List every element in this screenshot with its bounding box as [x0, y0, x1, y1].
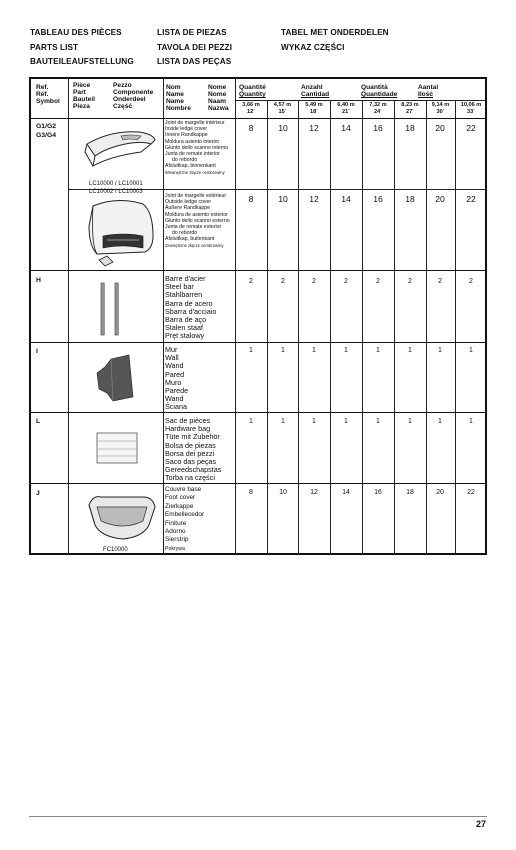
quantity-cell: 1: [249, 418, 253, 425]
quantity-cell: 18: [405, 123, 415, 133]
header-title: TABLEAU DES PIÈCES: [30, 28, 122, 37]
size-header: 8,23 m 27´: [401, 102, 419, 115]
wall-image: [93, 353, 143, 405]
quantity-cell: 1: [344, 418, 348, 425]
quantity-cell: 2: [312, 278, 316, 285]
quantity-cell: 18: [405, 194, 415, 204]
part-code: FC10000: [103, 547, 128, 553]
quantity-cell: 12: [310, 489, 318, 496]
quantity-cell: 1: [249, 347, 253, 354]
row-divider: [31, 342, 485, 343]
quantity-cell: 1: [408, 418, 412, 425]
quantity-cell: 20: [435, 123, 445, 133]
quantity-cell: 10: [279, 489, 287, 496]
row-divider: [31, 412, 485, 413]
part-code: LC10002 / LC10003: [89, 189, 143, 195]
part-names: Sac de pièces Hardware bag Tüte mit Zubehör Bolsa de piezas Borsa dei pezzi Saco das peças Gereedschapstas Torba na części: [165, 416, 222, 483]
ref-header: Ref. Réf. Symbol: [36, 84, 60, 105]
part-names: Couvre base Foot cover Zierkappe Embellecedor Finiture Adorno Sierstrip Pokrywa: [165, 486, 205, 552]
quantity-cell: 16: [374, 489, 382, 496]
part-header: Pièce Part Bauteil Pieza: [73, 82, 95, 110]
column-divider: [163, 79, 164, 553]
size-header: 3,66 m 12´: [242, 102, 260, 115]
ref-label: G1/G2 G3/G4: [36, 123, 57, 139]
column-divider: [330, 101, 331, 553]
quantity-cell: 1: [344, 347, 348, 354]
quantity-cell: 2: [469, 278, 473, 285]
column-divider: [426, 101, 427, 553]
part-names: Barre d'acier Steel bar Stahlbarren Barra de acero Sbarra d'acciaio Barra de aço Stalen staaf Pręt stalowy: [165, 274, 217, 341]
ref-label: J: [36, 490, 40, 497]
foot-cover-image: [83, 491, 161, 545]
quantity-cell: 1: [469, 347, 473, 354]
footer-divider: [29, 816, 487, 817]
quantity-cell: 16: [373, 194, 383, 204]
quantity-cell: 1: [376, 347, 380, 354]
quantity-cell: 2: [344, 278, 348, 285]
quantity-cell: 12: [309, 123, 319, 133]
quantity-cell: 1: [312, 347, 316, 354]
part-code: LC10000 / LC10001: [89, 181, 143, 187]
row-divider: [31, 270, 485, 271]
quantity-header: Quantità Quantidade: [361, 84, 398, 98]
ref-label: H: [36, 277, 41, 284]
ref-label: L: [36, 418, 41, 425]
column-divider: [298, 101, 299, 553]
column-divider: [394, 101, 395, 553]
quantity-cell: 8: [248, 123, 254, 133]
quantity-header: Quantité Quantity: [239, 84, 266, 98]
name-header: Nome Nome Naam Nazwa: [208, 84, 229, 112]
quantity-cell: 14: [341, 194, 351, 204]
row-divider: [31, 483, 485, 484]
row-divider: [235, 100, 485, 101]
quantity-cell: 1: [281, 347, 285, 354]
parts-table: [29, 77, 487, 555]
header-col-1: [30, 26, 134, 70]
quantity-cell: 1: [408, 347, 412, 354]
part-header: Pezzo Componente Onderdeel Część: [113, 82, 154, 110]
header-title: TAVOLA DEI PEZZI: [157, 42, 233, 52]
header-title: PARTS LIST: [30, 42, 79, 52]
quantity-cell: 10: [278, 123, 288, 133]
size-header: 4,57 m 15´: [273, 102, 292, 115]
quantity-cell: 18: [406, 489, 414, 496]
size-header: 9,14 m 30´: [431, 102, 450, 115]
quantity-cell: 1: [376, 418, 380, 425]
quantity-cell: 2: [408, 278, 412, 285]
header-title: LISTA DAS PEÇAS: [157, 57, 232, 66]
quantity-header: Aantal Ilość: [418, 84, 439, 98]
column-divider: [68, 79, 69, 553]
quantity-cell: 16: [373, 123, 383, 133]
outside-ledge-cover-image: [83, 196, 159, 268]
header-title: LISTA DE PIEZAS: [157, 28, 227, 37]
name-header: Nom Name Name Nombre: [166, 84, 191, 112]
ref-label: I: [36, 348, 38, 355]
column-divider: [267, 101, 268, 553]
header-title: TABEL MET ONDERDELEN: [281, 28, 389, 37]
quantity-cell: 1: [438, 418, 442, 425]
hardware-bag-image: [93, 429, 143, 469]
row-divider: [31, 118, 485, 119]
size-header: 10,06 m 33´: [460, 102, 482, 115]
quantity-cell: 2: [281, 278, 285, 285]
steel-bar-image: [93, 281, 133, 339]
header-title: WYKAZ CZĘŚCI: [281, 42, 345, 52]
quantity-cell: 1: [312, 418, 316, 425]
quantity-cell: 14: [342, 489, 350, 496]
quantity-cell: 1: [438, 347, 442, 354]
quantity-cell: 12: [309, 194, 319, 204]
quantity-cell: 10: [278, 194, 288, 204]
column-divider: [235, 79, 236, 553]
quantity-cell: 14: [341, 123, 351, 133]
quantity-cell: 22: [466, 194, 476, 204]
header-col-3: [281, 26, 389, 55]
size-header: 5,49 m 18´: [305, 102, 323, 115]
quantity-cell: 20: [436, 489, 444, 496]
quantity-header: Anzahl Cantidad: [301, 84, 330, 98]
quantity-cell: 8: [249, 489, 253, 496]
quantity-cell: 1: [469, 418, 473, 425]
size-header: 7,32 m 24´: [369, 102, 387, 115]
size-header: 6,40 m 21´: [337, 102, 355, 115]
header-col-2: [157, 26, 232, 70]
quantity-cell: 22: [466, 123, 476, 133]
part-names: Joint de margelle extérieur Outside ledge cover Äußere Randkappe Moldura de asiento exterior Giunto dello scanno esterno Junta de remate exterior do rebordo Afsluitkap, buitenkant Zewnętrzne złącze cembrowiny: [165, 193, 230, 248]
quantity-cell: 20: [435, 194, 445, 204]
column-divider: [362, 101, 363, 553]
header-title: BAUTEILEAUFSTELLUNG: [30, 57, 134, 66]
inside-ledge-cover-image: [81, 122, 159, 180]
part-names: Joint de margelle intérieur Inside ledge cover Innere Randkappe Moldura asiento interior Giunto dello scanno interno Junta de remate interior do rebordo Afsluitkap, binnenkant Wewnętrzne złącze cembrowiny: [165, 120, 229, 175]
quantity-cell: 2: [249, 278, 253, 285]
quantity-cell: 8: [248, 194, 254, 204]
quantity-cell: 2: [438, 278, 442, 285]
part-names: Mur Wall Wand Pared Muro Parede Wand Ściana: [165, 345, 189, 412]
quantity-cell: 22: [467, 489, 475, 496]
quantity-cell: 1: [281, 418, 285, 425]
quantity-cell: 2: [376, 278, 380, 285]
column-divider: [455, 101, 456, 553]
page-number: 27: [476, 819, 487, 829]
